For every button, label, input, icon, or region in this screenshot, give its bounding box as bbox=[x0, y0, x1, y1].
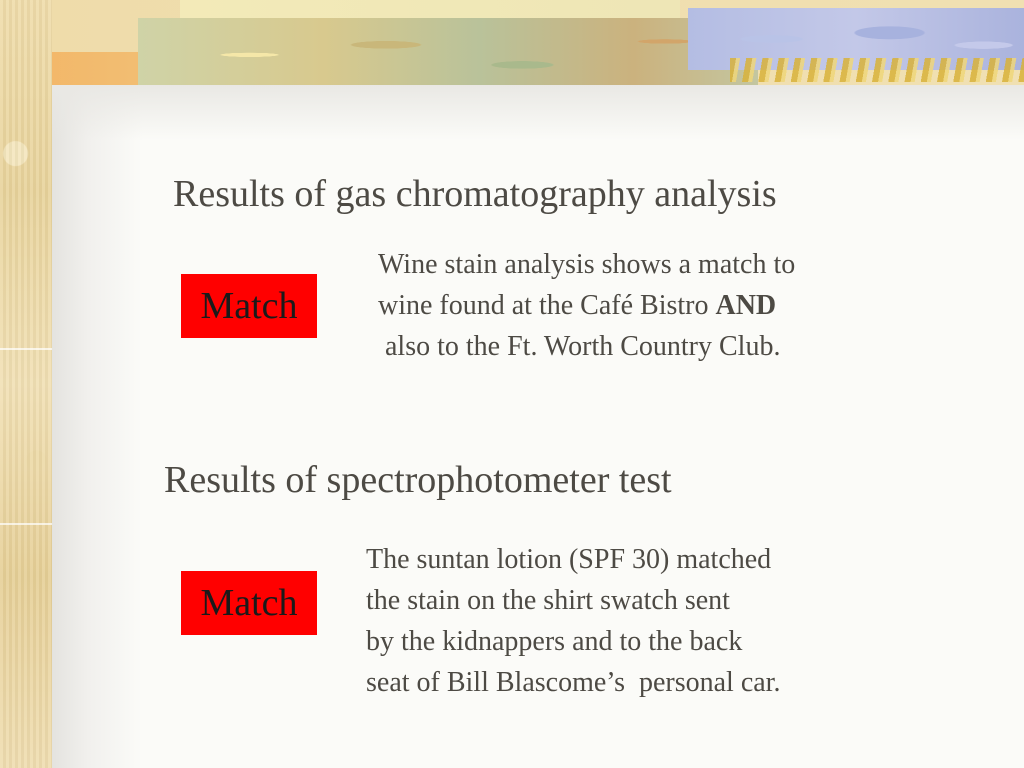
spectro-text-line-4: seat of Bill Blascome’s personal car. bbox=[366, 667, 781, 698]
gc-text-line-1: Wine stain analysis shows a match to bbox=[378, 249, 796, 280]
gc-results-heading: Results of gas chromatography analysis bbox=[173, 173, 777, 215]
spectro-text-line-3: by the kidnappers and to the back bbox=[366, 626, 743, 657]
spectro-text-line-2: the stain on the shirt swatch sent bbox=[366, 585, 730, 616]
left-paper-strip bbox=[0, 0, 52, 768]
gc-text-line-2-prefix: wine found at the Café Bistro bbox=[378, 290, 716, 321]
spectro-results-text bbox=[366, 539, 780, 703]
spectro-match-badge: Match bbox=[181, 571, 317, 635]
gc-text-line-2 bbox=[378, 285, 795, 326]
left-shadow bbox=[52, 85, 142, 768]
spectro-results-heading: Results of spectrophotometer test bbox=[164, 459, 672, 501]
banner-leaves-image bbox=[138, 18, 758, 85]
gc-match-badge: Match bbox=[181, 274, 317, 338]
banner-wheat-image bbox=[730, 58, 1024, 82]
gc-results-text bbox=[378, 244, 795, 367]
gc-text-and-emphasis: AND bbox=[715, 290, 777, 321]
gc-text-line-3: also to the Ft. Worth Country Club. bbox=[378, 331, 781, 362]
banner-highlight bbox=[180, 0, 680, 20]
banner-shadow bbox=[52, 85, 1024, 140]
spectro-text-line-1: The suntan lotion (SPF 30) matched bbox=[366, 544, 772, 575]
